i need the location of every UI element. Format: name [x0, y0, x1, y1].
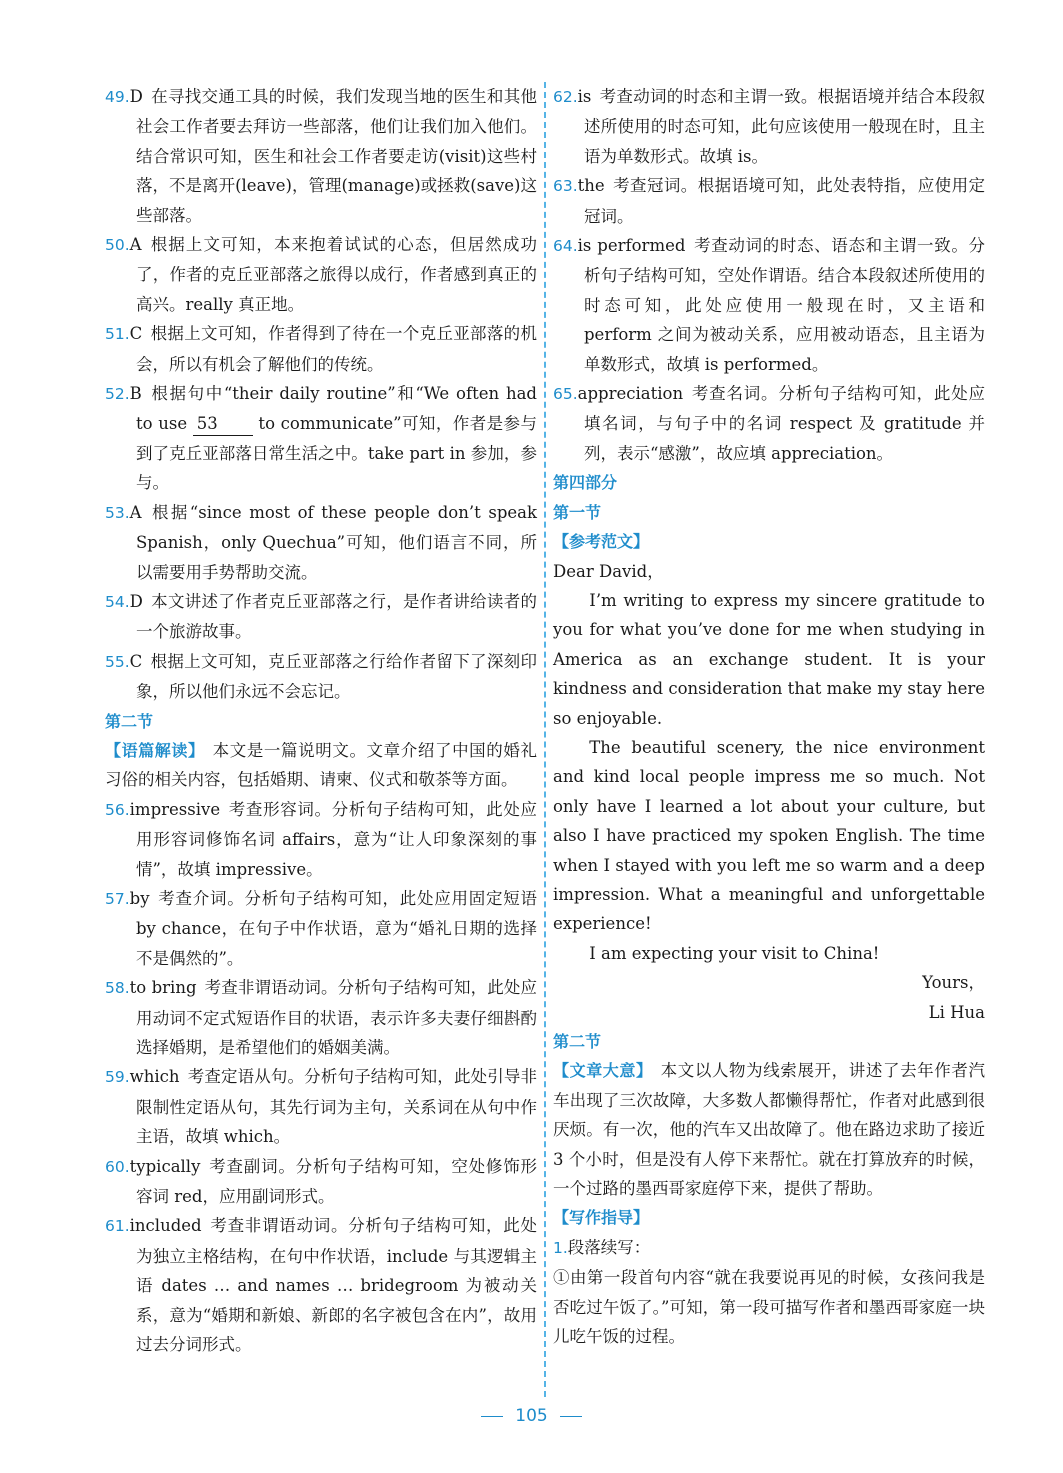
- answer-key: is performed: [577, 236, 686, 256]
- answer-key: C: [129, 651, 143, 671]
- answer-item-59: [105, 1062, 537, 1151]
- answer-key: A: [129, 235, 142, 255]
- explanation: 根据上文可知，本来抱着试试的心态，但居然成功了，作者的克丘亚部落之旅得以成行，作者感到真正的高兴。really 真正地。: [136, 235, 537, 314]
- answer-key: by: [129, 888, 150, 908]
- explanation: 考查非谓语动词。分析句子结构可知，此处为独立主格结构，在句中作状语，include 与其逻辑主语 dates … and names … bridegroom 为被动关系，意为“婚期和新娘、新郎的名字被包含在内”，故用过去分词形式。: [136, 1216, 537, 1355]
- answer-item-62: [553, 82, 985, 171]
- answer-item-61: [105, 1211, 537, 1359]
- footer-dash: [481, 1416, 503, 1417]
- question-number: 56.: [105, 800, 130, 819]
- answer-key: C: [129, 324, 143, 344]
- reading-tag: 【语篇解读】: [105, 740, 205, 760]
- section-heading: 第一节: [553, 502, 602, 522]
- answer-key: the: [577, 176, 605, 196]
- question-number: 64.: [553, 237, 578, 256]
- explanation: 考查形容词。分析句子结构可知，此处应用形容词修饰名词 affairs，意为“让人印象深刻的事情”，故填 impressive。: [136, 799, 537, 879]
- question-number: 53.: [105, 503, 130, 522]
- letter-signature: Li Hua: [928, 1002, 985, 1022]
- reading-summary: [105, 736, 537, 795]
- section-heading: 第二节: [105, 711, 154, 731]
- section-heading: 第二节: [553, 1032, 602, 1051]
- guide-number: 1.: [553, 1238, 568, 1257]
- answer-key: A: [129, 502, 142, 522]
- answer-key: which: [129, 1067, 180, 1087]
- part-heading: 第四部分: [553, 473, 618, 493]
- reading-text: 本文是一篇说明文。文章介绍了中国的婚礼习俗的相关内容，包括婚期、请柬、仪式和敬茶等方面。: [105, 740, 537, 790]
- guide-title: [553, 1233, 985, 1263]
- explanation: 考查冠词。根据语境可知，此处表特指，应使用定冠词。: [584, 176, 985, 226]
- letter-greeting: Dear David，: [553, 561, 664, 581]
- answer-item-52: [105, 379, 537, 498]
- answer-key: typically: [129, 1156, 201, 1176]
- answer-item-65: [553, 379, 985, 468]
- question-number: 57.: [105, 889, 130, 908]
- question-number: 59.: [105, 1068, 130, 1087]
- question-number: 54.: [105, 592, 130, 611]
- answer-item-50: [105, 230, 537, 319]
- explanation: 考查介词。分析句子结构可知，此处应用固定短语 by chance，在句子中作状语，意为“婚礼日期的选择不是偶然的”。: [136, 888, 537, 968]
- answer-key: to bring: [129, 978, 197, 998]
- explanation: 根据“since most of these people don’t speak Spanish，only Quechua”可知，他们语言不同，所以需要用手势帮助交流。: [136, 502, 537, 582]
- guide-title-text: 段落续写：: [567, 1237, 651, 1257]
- answer-key: appreciation: [577, 384, 684, 404]
- explanation: 考查名词。分析句子结构可知，此处应填名词，与句子中的名词 respect 及 gratitude 并列，表示“感激”，故应填 appreciation。: [584, 384, 985, 463]
- answer-item-58: [105, 973, 537, 1062]
- page-footer: [0, 1406, 1063, 1426]
- footer-dash: [560, 1416, 582, 1417]
- answer-item-63: [553, 171, 985, 231]
- explanation: 考查定语从句。分析句子结构可知，此处引导非限制性定语从句，其先行词为主句，关系词在从句中作主语，故填 which。: [136, 1067, 537, 1147]
- question-number: 52.: [105, 385, 130, 404]
- summary-tag: 【文章大意】: [553, 1061, 653, 1081]
- explanation: 在寻找交通工具的时候，我们发现当地的医生和其他社会工作者要去拜访一些部落，他们让我们加入他们。结合常识可知，医生和社会工作者要走访(visit)这些村落，不是离开(leave)，管理(manage)或拯救(save)这些部落。: [136, 87, 537, 225]
- answer-item-49: [105, 82, 537, 230]
- explanation: 考查动词的时态和主谓一致。根据语境并结合本段叙述所使用的时态可知，此句应该使用一般现在时，且主语为单数形式。故填 is。: [584, 87, 985, 166]
- explanation: 本文讲述了作者克丘亚部落之行，是作者讲给读者的一个旅游故事。: [136, 591, 537, 642]
- right-column: [553, 82, 985, 1351]
- question-number: 63.: [553, 177, 578, 196]
- question-number: 62.: [553, 88, 578, 106]
- letter-paragraph: The beautiful scenery, the nice environment and kind local people impress me so much. Not only have I learned a lot about your culture, but also I have practiced my spoken English. The time when I stayed with you left me so warm and a deep impression. What a meaningful and unforgettable experience!: [553, 737, 985, 934]
- article-summary: [553, 1056, 985, 1203]
- letter-paragraph: I’m writing to express my sincere gratitude to you for what you’ve done for me when studying in America as an exchange student. It is your kindness and consideration that make my stay here so enjoyable.: [553, 590, 985, 728]
- explanation: 考查动词的时态、语态和主谓一致。分析句子结构可知，空处作谓语。结合本段叙述所使用的时态可知，此处应使用一般现在时，又主语和 perform 之间为被动关系，应用被动语态，且主语为单数形式，故填 is performed。: [584, 236, 986, 374]
- answer-key: B: [129, 384, 142, 404]
- blank-53: 53: [193, 413, 253, 436]
- question-number: 61.: [105, 1217, 130, 1236]
- answer-key: is: [577, 87, 592, 106]
- question-number: 50.: [105, 236, 130, 255]
- sample-essay-tag: 【参考范文】: [553, 532, 650, 552]
- question-number: 65.: [553, 385, 578, 404]
- question-number: 58.: [105, 979, 130, 998]
- explanation: 考查副词。分析句子结构可知，空处修饰形容词 red，应用副词形式。: [136, 1156, 537, 1207]
- explanation: 根据上文可知，作者得到了待在一个克丘亚部落的机会，所以有机会了解他们的传统。: [136, 324, 537, 374]
- writing-guide-tag: 【写作指导】: [553, 1208, 650, 1228]
- answer-item-57: [105, 884, 537, 973]
- answer-item-60: [105, 1152, 537, 1212]
- explanation-part: 根据句中“their daily routine”和“We often had to use: [136, 384, 537, 434]
- question-number: 51.: [105, 325, 130, 344]
- explanation-part: to communicate”可知，作者是参与到了克丘亚部落日常生活之中。take part in 参加，参与。: [136, 414, 537, 493]
- answer-key: impressive: [129, 799, 221, 819]
- page-number: 105: [515, 1406, 548, 1426]
- letter-closing: Yours，: [922, 973, 985, 993]
- left-column: [105, 82, 537, 1359]
- summary-text: 本文以人物为线索展开，讲述了去年作者汽车出现了三次故障，大多数人都懒得帮忙，作者对此感到很厌烦。有一次，他的汽车又出故障了。他在路边求助了接近 3 个小时，但是没有人停下来帮忙。就在打算放弃的时候，一个过路的墨西哥家庭停下来，提供了帮助。: [553, 1061, 985, 1199]
- answer-item-51: [105, 319, 537, 379]
- answer-item-55: [105, 647, 537, 707]
- question-number: 49.: [105, 88, 130, 106]
- question-number: 55.: [105, 652, 130, 671]
- explanation: 考查非谓语动词。分析句子结构可知，此处应用动词不定式短语作目的状语，表示许多夫妻仔细斟酌选择婚期，是希望他们的婚姻美满。: [136, 978, 538, 1057]
- explanation: 根据上文可知，克丘亚部落之行给作者留下了深刻印象，所以他们永远不会忘记。: [136, 651, 537, 702]
- guide-text: ①由第一段首句内容“就在我要说再见的时候，女孩问我是否吃过午饭了。”可知，第一段可描写作者和墨西哥家庭一块儿吃午饭的过程。: [553, 1268, 985, 1347]
- sample-letter: [553, 557, 985, 1028]
- answer-key: D: [129, 591, 143, 611]
- column-divider: [544, 82, 546, 1397]
- letter-paragraph: I am expecting your visit to China!: [589, 943, 880, 963]
- answer-key: included: [129, 1216, 202, 1236]
- answer-item-53: [105, 498, 537, 587]
- question-number: 60.: [105, 1157, 130, 1176]
- answer-item-64: [553, 231, 985, 379]
- answer-key: D: [129, 87, 143, 106]
- answer-item-54: [105, 587, 537, 647]
- answer-item-56: [105, 795, 537, 884]
